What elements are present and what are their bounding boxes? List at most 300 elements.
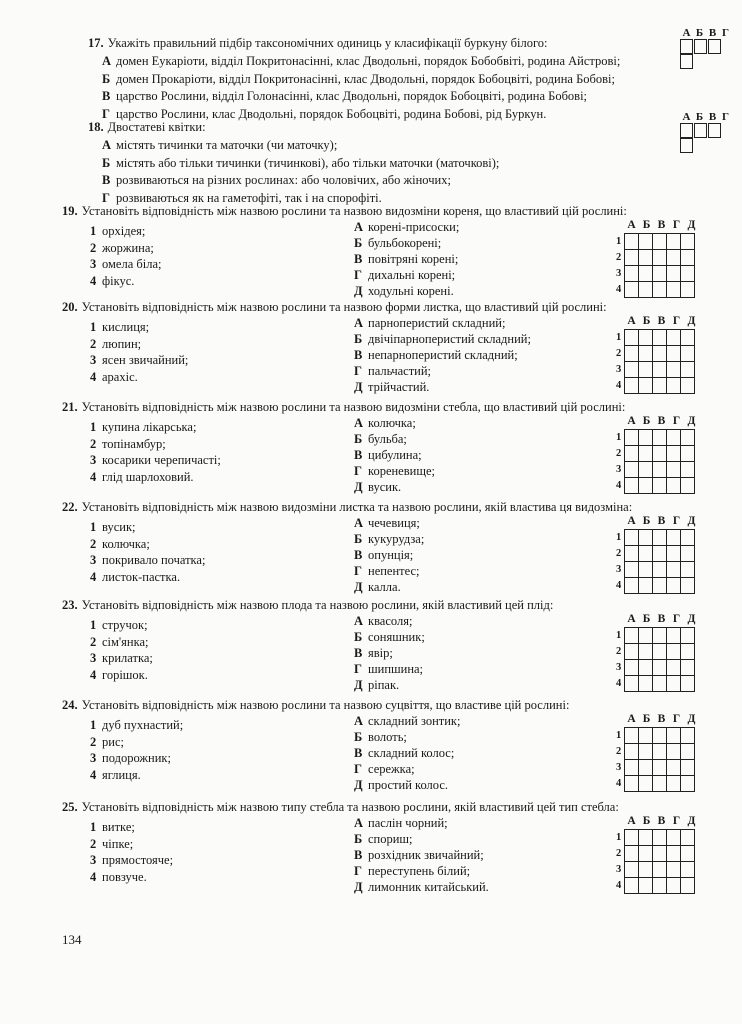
question-header (88, 36, 548, 50)
grid-cell[interactable] (653, 446, 667, 462)
grid-cell[interactable] (653, 330, 667, 346)
option-text: кукурудза; (368, 532, 425, 546)
item-text: листок-пастка. (102, 569, 181, 584)
grid-cell[interactable] (639, 728, 653, 744)
option-letter: В (354, 348, 363, 362)
grid-cell[interactable] (639, 660, 653, 676)
grid-cell[interactable] (639, 846, 653, 862)
grid-cell[interactable] (639, 562, 653, 578)
answer-option[interactable] (102, 89, 587, 104)
grid-cell[interactable] (625, 628, 639, 644)
option-letter: В (354, 548, 363, 562)
grid-letter: Г (672, 515, 681, 527)
grid-cell[interactable] (625, 578, 639, 594)
answer-checkbox[interactable] (680, 123, 693, 138)
grid-cell[interactable] (625, 728, 639, 744)
grid-letters (624, 415, 699, 428)
grid-cell[interactable] (653, 530, 667, 546)
question-17 (62, 27, 732, 126)
answer-checkbox[interactable] (708, 123, 721, 138)
grid-cell[interactable] (639, 378, 653, 394)
grid-cell[interactable] (639, 744, 653, 760)
option-letter: А (354, 416, 364, 430)
grid-row-number: 2 (616, 746, 622, 757)
grid-cell[interactable] (639, 430, 653, 446)
grid-cell[interactable] (625, 878, 639, 894)
grid-letter: Д (687, 515, 696, 527)
grid-cell[interactable] (681, 430, 695, 446)
grid-cell[interactable] (639, 446, 653, 462)
grid-cell[interactable] (681, 330, 695, 346)
grid-cell[interactable] (625, 346, 639, 362)
grid-cell[interactable] (639, 628, 653, 644)
grid-letter: Б (642, 613, 651, 625)
right-item (354, 848, 484, 863)
question-number: 21. (62, 400, 78, 414)
grid-cell[interactable] (667, 776, 681, 792)
grid-cell[interactable] (653, 644, 667, 660)
answer-grid (624, 829, 695, 894)
grid-cell[interactable] (667, 878, 681, 894)
grid-letter: В (657, 815, 666, 827)
grid-cell[interactable] (653, 266, 667, 282)
right-item (354, 614, 412, 629)
answer-box-letter: А (682, 111, 691, 123)
grid-cell[interactable] (653, 362, 667, 378)
grid-cell[interactable] (667, 578, 681, 594)
grid-cell[interactable] (667, 676, 681, 692)
item-text: люпин; (102, 336, 142, 351)
right-item (354, 448, 422, 463)
left-item (90, 651, 153, 666)
option-text: паслін чорний; (368, 816, 448, 830)
grid-cell[interactable] (667, 430, 681, 446)
grid-cell[interactable] (653, 234, 667, 250)
grid-letter: Б (642, 415, 651, 427)
grid-cell[interactable] (681, 862, 695, 878)
grid-row (625, 446, 695, 462)
right-item (354, 778, 448, 793)
grid-cell[interactable] (653, 578, 667, 594)
grid-cell[interactable] (681, 378, 695, 394)
grid-cell[interactable] (681, 282, 695, 298)
option-letter: Д (354, 284, 363, 298)
grid-cell[interactable] (681, 362, 695, 378)
grid-cell[interactable] (639, 282, 653, 298)
right-item (354, 646, 393, 661)
grid-cell[interactable] (639, 546, 653, 562)
grid-cell[interactable] (639, 462, 653, 478)
grid-cell[interactable] (681, 266, 695, 282)
grid-cell[interactable] (653, 878, 667, 894)
option-letter: А (354, 714, 364, 728)
answer-checkbox[interactable] (680, 54, 693, 69)
answer-checkbox[interactable] (694, 39, 707, 54)
grid-cell[interactable] (667, 862, 681, 878)
grid-cell[interactable] (667, 462, 681, 478)
answer-box-letter: А (682, 27, 691, 39)
grid-cell[interactable] (667, 728, 681, 744)
grid-cell[interactable] (625, 330, 639, 346)
grid-row-number: 3 (616, 364, 622, 375)
option-text: парноперистий складний; (368, 316, 506, 330)
grid-cell[interactable] (639, 760, 653, 776)
grid-cell[interactable] (625, 644, 639, 660)
option-letter: Г (354, 762, 362, 776)
item-text: глід шарлоховий. (102, 469, 194, 484)
question-25 (62, 800, 732, 896)
right-item (354, 564, 420, 579)
grid-cell[interactable] (625, 250, 639, 266)
option-text: домен Еукаріоти, відділ Покритонасінні, клас Дводольні, порядок Бобобвіті, родина Айстрові; (116, 54, 621, 68)
left-item (90, 453, 221, 468)
grid-cell[interactable] (681, 676, 695, 692)
grid-cell[interactable] (653, 478, 667, 494)
option-letter: В (354, 448, 363, 462)
left-item (90, 820, 135, 835)
grid-row (625, 830, 695, 846)
grid-cell[interactable] (681, 830, 695, 846)
grid-cell[interactable] (653, 776, 667, 792)
item-number: 1 (90, 820, 97, 834)
grid-row-number: 2 (616, 548, 622, 559)
option-letter: А (354, 316, 364, 330)
option-text: простий колос. (368, 778, 449, 792)
grid-cell[interactable] (653, 250, 667, 266)
item-number: 3 (90, 553, 97, 567)
answer-option[interactable] (102, 72, 615, 87)
right-item (354, 236, 441, 251)
option-letter: Д (354, 380, 363, 394)
grid-cell[interactable] (639, 266, 653, 282)
grid-cell[interactable] (667, 378, 681, 394)
grid-row-number: 4 (616, 284, 622, 295)
answer-box-letters (680, 27, 732, 39)
grid-cell[interactable] (625, 478, 639, 494)
left-item (90, 751, 171, 766)
grid-cell[interactable] (625, 760, 639, 776)
grid-row-number: 3 (616, 464, 622, 475)
grid-cell[interactable] (681, 660, 695, 676)
option-letter: Г (354, 464, 362, 478)
grid-cell[interactable] (653, 846, 667, 862)
grid-letters (624, 219, 699, 232)
grid-cell[interactable] (625, 378, 639, 394)
grid-cell[interactable] (653, 546, 667, 562)
grid-cell[interactable] (639, 862, 653, 878)
right-item (354, 746, 454, 761)
grid-row (625, 266, 695, 282)
option-text: шипшина; (368, 662, 424, 676)
grid-cell[interactable] (681, 628, 695, 644)
answer-option[interactable] (102, 156, 499, 171)
grid-cell[interactable] (681, 250, 695, 266)
item-number: 2 (90, 336, 97, 351)
grid-cell[interactable] (625, 830, 639, 846)
grid-cell[interactable] (639, 330, 653, 346)
question-number: 17. (88, 36, 104, 50)
question-header (62, 400, 625, 414)
grid-row-number: 1 (616, 630, 622, 641)
grid-cell[interactable] (625, 744, 639, 760)
option-letter: Д (354, 880, 363, 894)
grid-cell[interactable] (667, 282, 681, 298)
grid-cell[interactable] (653, 676, 667, 692)
grid-cell[interactable] (625, 660, 639, 676)
question-number: 18. (88, 120, 104, 134)
grid-cell[interactable] (625, 430, 639, 446)
grid-cell[interactable] (639, 644, 653, 660)
option-text: містять або тільки тичинки (тичинкові), або тільки маточки (маточкові); (116, 155, 500, 170)
answer-checkbox[interactable] (708, 39, 721, 54)
option-letter: Б (354, 730, 363, 744)
grid-letter: А (627, 415, 636, 427)
grid-cell[interactable] (681, 776, 695, 792)
right-item (354, 880, 489, 895)
question-number: 23. (62, 598, 78, 612)
grid-cell[interactable] (667, 346, 681, 362)
grid-cell[interactable] (639, 234, 653, 250)
answer-checkbox[interactable] (680, 39, 693, 54)
grid-cell[interactable] (653, 862, 667, 878)
grid-cell[interactable] (681, 644, 695, 660)
question-19 (62, 204, 732, 300)
item-text: арахіс. (102, 369, 138, 384)
item-text: вусик; (102, 520, 136, 534)
grid-cell[interactable] (625, 446, 639, 462)
grid-cell[interactable] (681, 546, 695, 562)
answer-grid (624, 233, 695, 298)
answer-grid (624, 329, 695, 394)
right-item (354, 662, 423, 677)
grid-cell[interactable] (667, 234, 681, 250)
left-item (90, 718, 183, 733)
right-item (354, 516, 420, 531)
option-text: містять тичинки та маточки (чи маточку); (116, 138, 338, 152)
grid-cell[interactable] (625, 676, 639, 692)
grid-cell[interactable] (653, 282, 667, 298)
grid-cell[interactable] (639, 830, 653, 846)
item-number: 4 (90, 273, 97, 288)
grid-cell[interactable] (681, 846, 695, 862)
option-letter: Г (354, 662, 362, 676)
question-text: Установіть відповідність між назвою рослини та назвою суцвіття, що властиве цій рослині: (81, 698, 570, 712)
item-number: 1 (90, 420, 97, 434)
grid-letter: А (627, 713, 636, 725)
grid-row-number: 1 (616, 432, 622, 443)
grid-row-number: 4 (616, 880, 622, 891)
grid-row (625, 530, 695, 546)
grid-cell[interactable] (653, 346, 667, 362)
left-item (90, 337, 141, 352)
grid-cell[interactable] (681, 478, 695, 494)
grid-letter: Б (642, 815, 651, 827)
grid-row-number: 3 (616, 762, 622, 773)
answer-checkbox[interactable] (694, 123, 707, 138)
item-number: 3 (90, 751, 97, 765)
answer-checkbox[interactable] (680, 138, 693, 153)
left-item (90, 768, 141, 783)
left-item (90, 353, 188, 368)
question-header (62, 204, 627, 218)
right-item (354, 630, 425, 645)
grid-cell[interactable] (639, 530, 653, 546)
grid-cell[interactable] (667, 830, 681, 846)
option-text: опунція; (368, 548, 414, 562)
option-text: царство Рослини, відділ Голонасінні, клас Дводольні, порядок Бобоцвіті, родина Бобові; (116, 89, 588, 103)
option-letter: А (354, 816, 364, 830)
grid-cell[interactable] (681, 462, 695, 478)
grid-cell[interactable] (667, 330, 681, 346)
grid-cell[interactable] (667, 478, 681, 494)
grid-cell[interactable] (653, 744, 667, 760)
grid-cell[interactable] (667, 266, 681, 282)
option-letter: А (354, 516, 364, 530)
grid-cell[interactable] (667, 744, 681, 760)
answer-option[interactable] (102, 138, 337, 153)
grid-cell[interactable] (681, 530, 695, 546)
option-text: розхідник звичайний; (368, 848, 484, 862)
item-text: чіпке; (102, 836, 134, 851)
grid-row (625, 346, 695, 362)
grid-cell[interactable] (639, 362, 653, 378)
grid-row-number: 1 (616, 236, 622, 247)
left-item (90, 420, 196, 435)
grid-cell[interactable] (639, 478, 653, 494)
grid-cell[interactable] (667, 846, 681, 862)
item-number: 4 (90, 667, 97, 682)
item-text: яглиця. (102, 767, 141, 782)
option-text: калла. (368, 580, 401, 594)
grid-cell[interactable] (653, 628, 667, 644)
grid-row (625, 478, 695, 494)
grid-cell[interactable] (681, 446, 695, 462)
grid-row-number: 2 (616, 646, 622, 657)
grid-cell[interactable] (653, 760, 667, 776)
grid-letter: А (627, 315, 636, 327)
grid-cell[interactable] (681, 760, 695, 776)
grid-cell[interactable] (625, 266, 639, 282)
option-text: непентес; (368, 564, 420, 578)
option-text: кореневище; (368, 464, 435, 478)
grid-cell[interactable] (667, 530, 681, 546)
answer-option[interactable] (102, 54, 620, 69)
item-text: витке; (102, 820, 135, 834)
option-text: бульба; (368, 432, 407, 446)
grid-cell[interactable] (639, 250, 653, 266)
grid-cell[interactable] (625, 530, 639, 546)
grid-cell[interactable] (667, 628, 681, 644)
option-letter: Б (354, 532, 363, 546)
grid-cell[interactable] (625, 462, 639, 478)
right-item (354, 316, 505, 331)
grid-cell[interactable] (639, 776, 653, 792)
item-number: 2 (90, 836, 97, 851)
grid-row-number: 3 (616, 864, 622, 875)
grid-cell[interactable] (681, 878, 695, 894)
grid-cell[interactable] (625, 546, 639, 562)
grid-cell[interactable] (667, 760, 681, 776)
grid-cell[interactable] (639, 578, 653, 594)
grid-cell[interactable] (653, 830, 667, 846)
grid-cell[interactable] (667, 644, 681, 660)
grid-letter: В (657, 315, 666, 327)
grid-cell[interactable] (639, 878, 653, 894)
left-item (90, 470, 194, 485)
grid-cell[interactable] (667, 362, 681, 378)
grid-cell[interactable] (639, 676, 653, 692)
grid-cell[interactable] (639, 346, 653, 362)
question-header (62, 698, 569, 712)
option-text: лимонник китайський. (368, 880, 489, 894)
answer-option[interactable] (102, 173, 451, 188)
answer-box-letter: Г (722, 111, 729, 123)
option-letter: В (354, 848, 363, 862)
option-text: складний зонтик; (368, 714, 461, 728)
grid-row-number: 4 (616, 778, 622, 789)
grid-cell[interactable] (653, 728, 667, 744)
grid-cell[interactable] (667, 250, 681, 266)
grid-letter: А (627, 219, 636, 231)
grid-cell[interactable] (625, 562, 639, 578)
grid-cell[interactable] (625, 234, 639, 250)
item-number: 2 (90, 634, 97, 649)
grid-letter: Г (672, 315, 681, 327)
question-21 (62, 400, 732, 496)
grid-cell[interactable] (681, 578, 695, 594)
option-text: ріпак. (368, 678, 400, 692)
grid-letter: В (657, 713, 666, 725)
item-text: кислиця; (102, 320, 150, 334)
right-item (354, 348, 518, 363)
grid-letter: Д (687, 219, 696, 231)
grid-cell[interactable] (667, 446, 681, 462)
grid-cell[interactable] (667, 660, 681, 676)
grid-cell[interactable] (625, 862, 639, 878)
question-header (62, 800, 619, 814)
right-item (354, 816, 448, 831)
right-item (354, 380, 429, 395)
grid-cell[interactable] (653, 430, 667, 446)
option-text: волоть; (368, 730, 407, 744)
grid-cell[interactable] (625, 846, 639, 862)
grid-cell[interactable] (681, 234, 695, 250)
item-number: 3 (90, 257, 97, 271)
grid-cell[interactable] (653, 562, 667, 578)
grid-row-number: 3 (616, 662, 622, 673)
grid-cell[interactable] (667, 562, 681, 578)
grid-cell[interactable] (681, 562, 695, 578)
grid-cell[interactable] (653, 462, 667, 478)
grid-letter: В (657, 219, 666, 231)
item-text: фікус. (102, 273, 135, 288)
grid-cell[interactable] (681, 744, 695, 760)
grid-cell[interactable] (681, 346, 695, 362)
grid-cell[interactable] (653, 378, 667, 394)
grid-cell[interactable] (653, 660, 667, 676)
item-number: 3 (90, 353, 97, 367)
grid-letters (624, 815, 699, 828)
grid-cell[interactable] (625, 776, 639, 792)
grid-cell[interactable] (625, 282, 639, 298)
grid-row-number: 4 (616, 480, 622, 491)
grid-cell[interactable] (667, 546, 681, 562)
option-letter: Б (102, 71, 111, 86)
option-text: дихальні корені; (368, 268, 456, 282)
grid-cell[interactable] (625, 362, 639, 378)
grid-row (625, 660, 695, 676)
grid-cell[interactable] (681, 728, 695, 744)
